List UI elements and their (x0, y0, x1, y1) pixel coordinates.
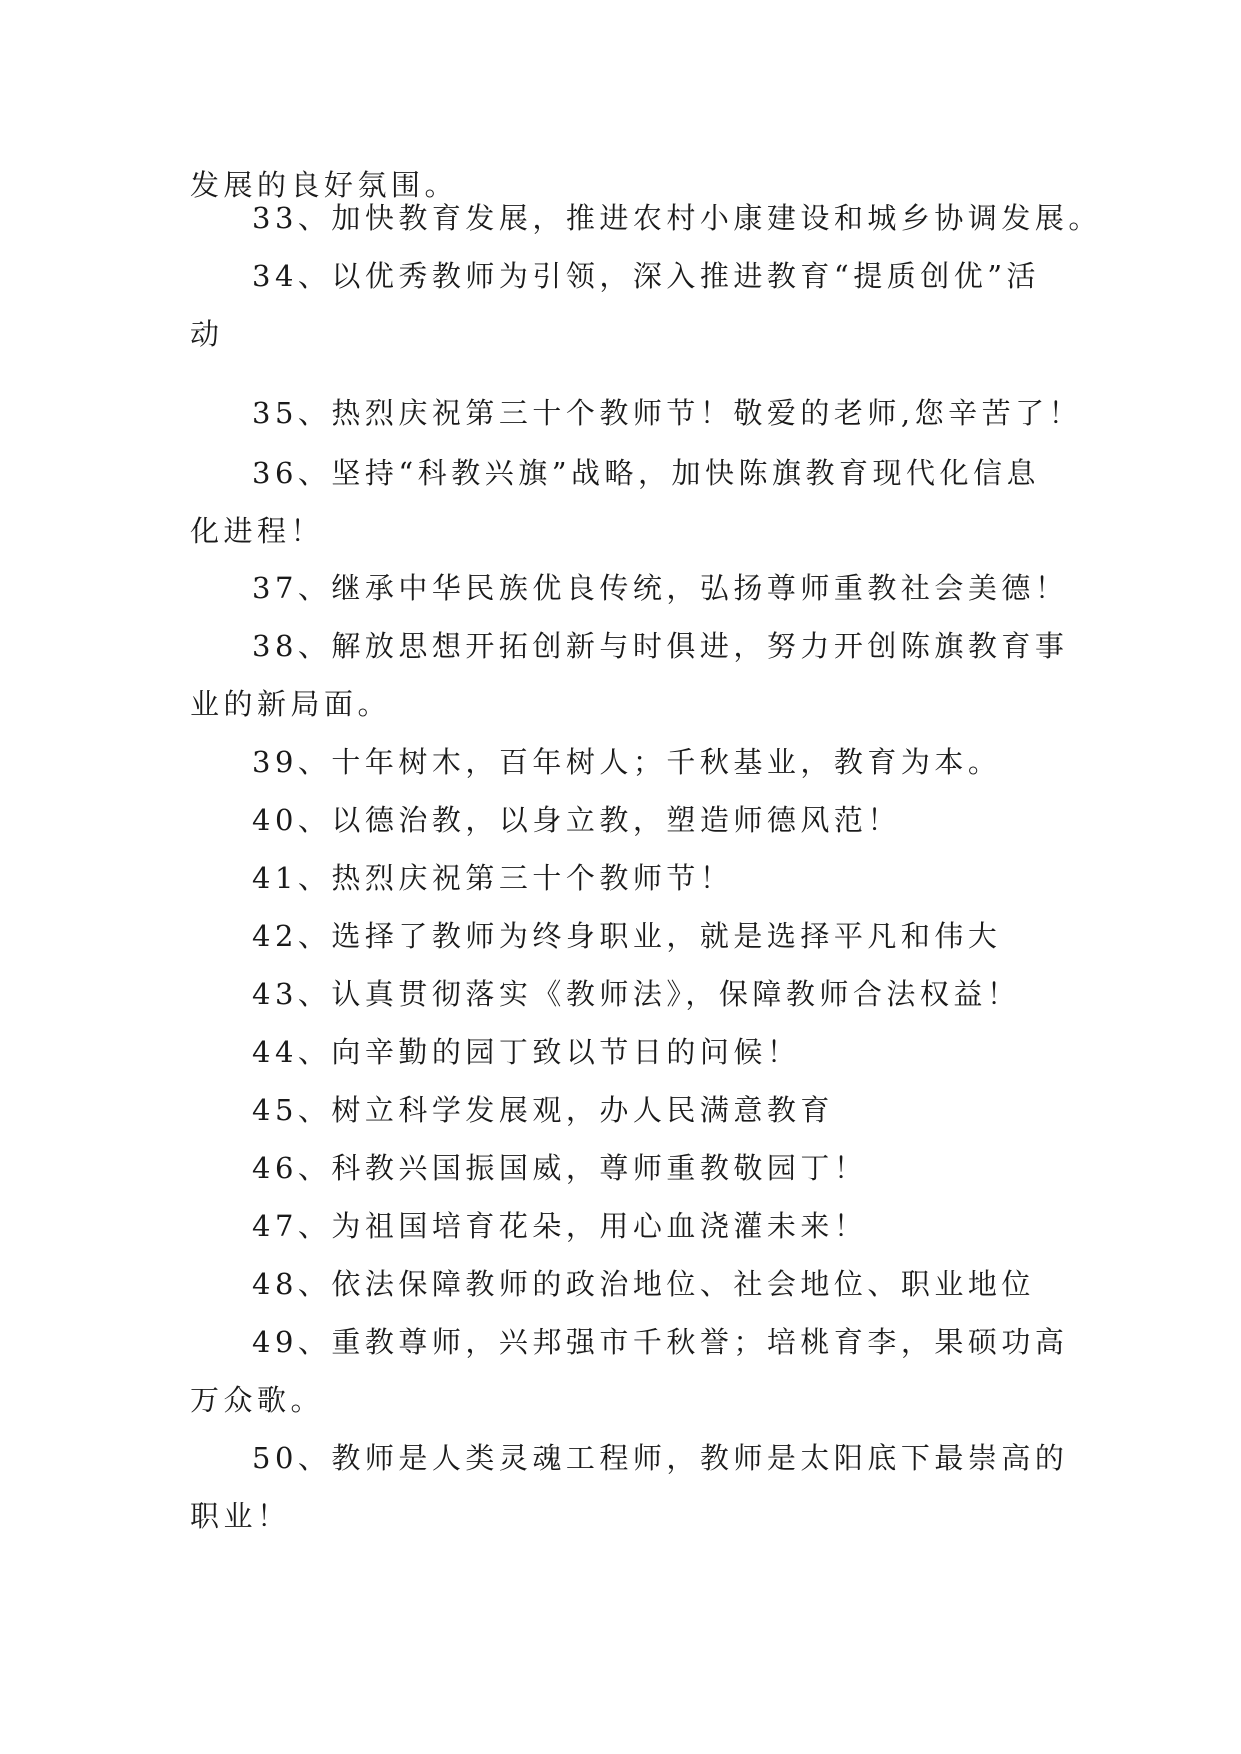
text-line: 46、科教兴国振国威，尊师重教敬园丁！ (252, 1151, 868, 1185)
text-line: 业的新局面。 (190, 687, 392, 721)
text-line: 47、为祖国培育花朵，用心血浇灌未来！ (252, 1209, 868, 1243)
text-line: 36、坚持“科教兴旗”战略，加快陈旗教育现代化信息 (252, 456, 1041, 490)
text-line: 37、继承中华民族优良传统，弘扬尊师重教社会美德！ (252, 571, 1069, 605)
text-line: 发展的良好氛围。 (190, 168, 459, 202)
text-line: 42、选择了教师为终身职业，就是选择平凡和伟大 (252, 919, 1002, 953)
text-line: 44、向辛勤的园丁致以节日的问候！ (252, 1035, 801, 1069)
text-line: 33、加快教育发展，推进农村小康建设和城乡协调发展。 (252, 201, 1102, 235)
text-line: 职业！ (190, 1499, 291, 1533)
text-line: 39、十年树木，百年树人；千秋基业，教育为本。 (252, 745, 1002, 779)
text-line: 49、重教尊师，兴邦强市千秋誉；培桃育李，果硕功高 (252, 1325, 1069, 1359)
text-line: 50、教师是人类灵魂工程师，教师是太阳底下最崇高的 (252, 1441, 1069, 1475)
text-line: 34、以优秀教师为引领，深入推进教育“提质创优”活 (252, 259, 1041, 293)
text-line: 40、以德治教，以身立教，塑造师德风范！ (252, 803, 901, 837)
text-line: 41、热烈庆祝第三十个教师节！ (252, 861, 734, 895)
text-line: 动 (190, 317, 224, 351)
text-line: 化进程！ (190, 514, 325, 548)
text-line: 万众歌。 (190, 1383, 325, 1417)
text-line: 48、依法保障教师的政治地位、社会地位、职业地位 (252, 1267, 1035, 1301)
text-line: 43、认真贯彻落实《教师法》，保障教师合法权益！ (252, 977, 1021, 1011)
text-line: 45、树立科学发展观，办人民满意教育 (252, 1093, 834, 1127)
text-line: 35、热烈庆祝第三十个教师节！敬爱的老师,您辛苦了！ (252, 396, 1083, 430)
text-line: 38、解放思想开拓创新与时俱进，努力开创陈旗教育事 (252, 629, 1069, 663)
